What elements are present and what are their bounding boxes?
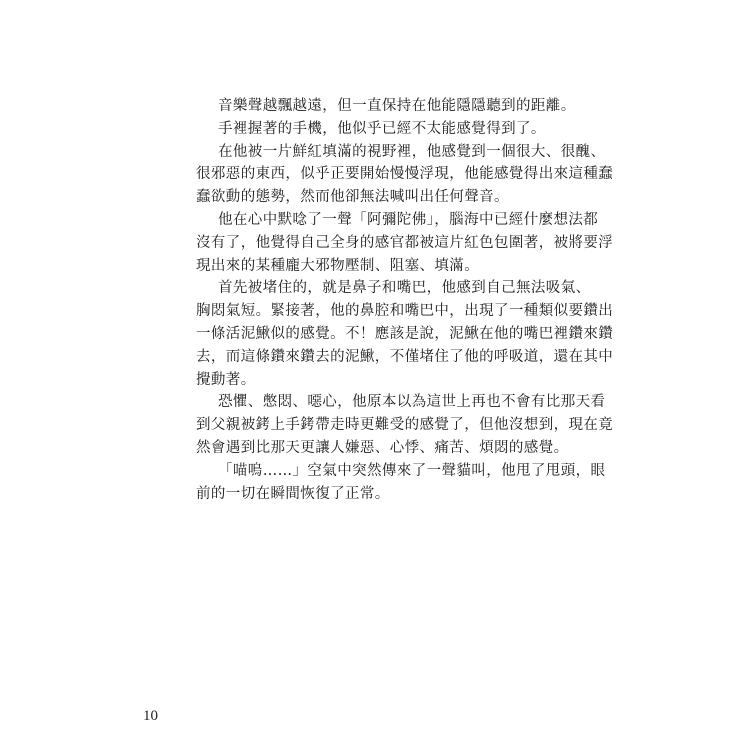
page-number: 10 [143,708,158,724]
text-line: 手裡握著的手機，他似乎已經不太能感覺得到了。 [218,120,546,137]
text-line: 「喵嗚……」空氣中突然傳來了一聲貓叫，他甩了甩頭，眼 [218,462,606,479]
body-text [196,95,614,505]
text-line: 沒有了，他覺得自己全身的感官都被這片紅色包圍著，被將要浮 [196,234,614,251]
text-line: 攪動著。 [196,371,256,388]
text-line: 到父親被銬上手銬帶走時更難受的感覺了，但他沒想到，現在竟 [196,417,614,434]
text-line: 在他被一片鮮紅填滿的視野裡，他感覺到一個很大、很醜、 [218,143,606,160]
text-line: 前的一切在瞬間恢復了正常。 [196,485,390,502]
text-line: 很邪惡的東西，似乎正要開始慢慢浮現，他能感覺得出來這種蠢 [196,166,614,183]
text-line: 首先被堵住的，就是鼻子和嘴巴，他感到自己無法吸氣、 [218,280,591,297]
text-line: 現出來的某種龐大邪物壓制、阻塞、填滿。 [196,257,480,274]
text-line: 恐懼、憋悶、噁心，他原本以為這世上再也不會有比那天看 [218,394,606,411]
text-line: 胸悶氣短。緊接著，他的鼻腔和嘴巴中，出現了一種類似要鑽出 [196,303,614,320]
text-line: 他在心中默唸了一聲「阿彌陀佛」，腦海中已經什麼想法都 [218,211,599,228]
text-line: 一條活泥鰍似的感覺。不！應該是說，泥鰍在他的嘴巴裡鑽來鑽 [196,325,614,342]
text-line: 蠢欲動的態勢，然而他卻無法喊叫出任何聲音。 [196,189,509,206]
text-line: 然會遇到比那天更讓人嫌惡、心悸、痛苦、煩悶的感覺。 [196,439,569,456]
text-line: 去，而這條鑽來鑽去的泥鰍，不僅堵住了他的呼吸道，還在其中 [196,348,614,365]
text-line: 音樂聲越飄越遠，但一直保持在他能隱隱聽到的距離。 [218,98,576,114]
